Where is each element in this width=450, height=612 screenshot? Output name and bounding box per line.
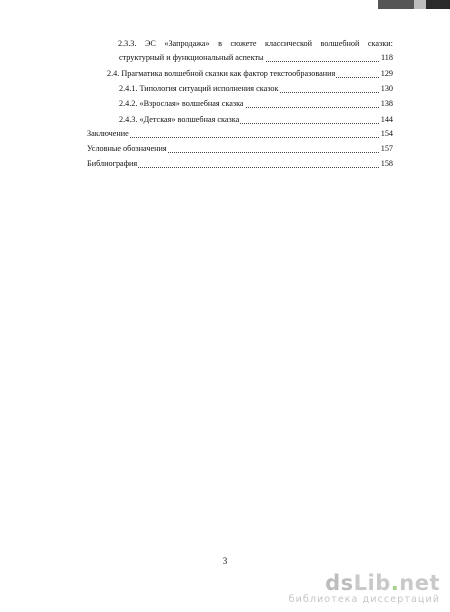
toc-entry-2-4 xyxy=(106,68,393,80)
scan-edge-mark xyxy=(378,0,450,9)
toc-entry-title: 2.4.2. «Взрослая» волшебная сказка xyxy=(119,99,244,108)
toc-entry-title: Условные обозначения xyxy=(87,144,167,153)
toc-entry-2-3-3-line2 xyxy=(118,52,393,64)
page-number: 3 xyxy=(222,556,228,566)
toc-entry-title: структурный и функциональный аспекты xyxy=(119,53,264,62)
dot-leader xyxy=(86,136,393,138)
toc-entry-2-3-3-line1 xyxy=(118,38,393,50)
toc-entry-2-4-2 xyxy=(118,98,393,110)
toc-entry-page: 138 xyxy=(380,99,393,108)
toc-entry-word: классической xyxy=(265,39,313,48)
toc-entry-page: 144 xyxy=(380,115,393,124)
toc-entry-abbreviations xyxy=(86,143,393,155)
toc-entry-title: 2.4. Прагматика волшебной сказки как фактор текстообразования xyxy=(107,69,336,78)
toc-entry-word: «Запродажа» xyxy=(164,39,210,48)
toc-entry-conclusion xyxy=(86,128,393,140)
toc-entry-title: 2.4.1. Типология ситуаций исполнения сказок xyxy=(119,84,279,93)
toc-entry-word: сказки: xyxy=(367,39,393,48)
toc-entry-page: 158 xyxy=(380,159,393,168)
toc-entry-word: сюжете xyxy=(230,39,257,48)
toc-entry-word: волшебной xyxy=(320,39,360,48)
toc-entry-title: 2.4.3. «Детская» волшебная сказка xyxy=(119,115,240,124)
toc-entry-page: 154 xyxy=(380,129,393,138)
toc-entry-title: Библиография xyxy=(87,159,138,168)
toc-entry-word: в xyxy=(218,39,223,48)
toc-entry-bibliography xyxy=(86,158,393,170)
toc-entry-word: ЭС xyxy=(144,39,156,48)
toc-entry-page: 157 xyxy=(380,144,393,153)
watermark-subtitle: библиотека диссертаций xyxy=(288,594,440,605)
toc-entry-2-4-1 xyxy=(118,83,393,95)
toc-entry-2-4-3 xyxy=(118,114,393,126)
dslib-watermark xyxy=(289,572,440,606)
toc-entry-page: 118 xyxy=(381,53,393,62)
watermark-logo: dsLib.net xyxy=(325,571,440,595)
toc-entry-number: 2.3.3. xyxy=(118,39,137,48)
toc-entry-page: 130 xyxy=(380,84,393,93)
toc-entry-title: Заключение xyxy=(87,129,129,138)
toc-entry-page: 129 xyxy=(380,69,393,78)
